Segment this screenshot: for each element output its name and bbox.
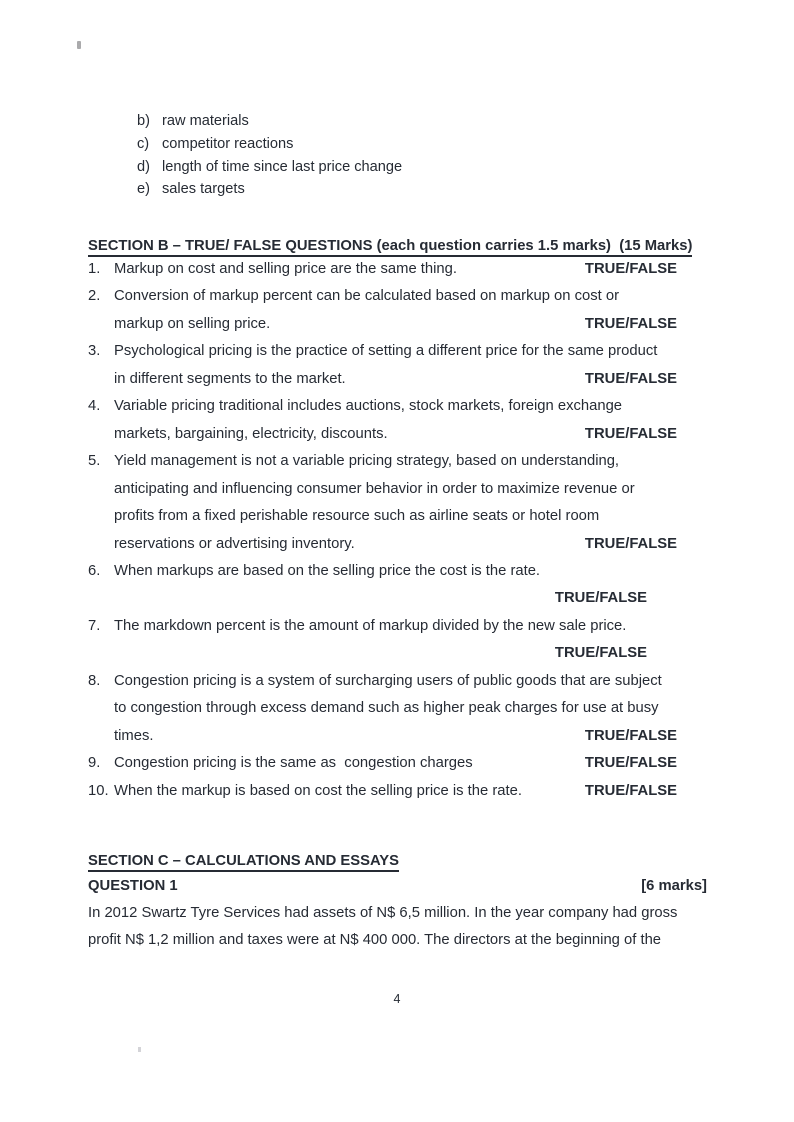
true-false-label: TRUE/FALSE	[584, 425, 677, 442]
question-line	[114, 448, 707, 475]
question-body	[114, 558, 707, 613]
question-text: markup on selling price.	[114, 315, 271, 332]
question-line	[114, 640, 707, 667]
page-number: 4	[393, 992, 401, 1006]
paragraph-line: profit N$ 1,2 million and taxes were at N$ 400 000. The directors at the beginning of the	[88, 932, 662, 949]
question-line	[114, 585, 707, 612]
question-line	[114, 311, 707, 338]
question-number: 7.	[88, 617, 101, 634]
tf-question	[88, 338, 707, 393]
question-text: Congestion pricing is a system of surcharging users of public goods that are subject	[114, 672, 662, 689]
question-body	[114, 448, 707, 558]
question-body	[114, 338, 707, 393]
question-body	[114, 393, 707, 448]
section-b-heading-text: SECTION B – TRUE/ FALSE QUESTIONS (each question carries 1.5 marks) (15 Marks)	[88, 238, 692, 257]
question-body	[114, 613, 707, 668]
question-line	[114, 668, 707, 695]
section-c-heading	[88, 851, 399, 871]
question-number: 10.	[88, 782, 109, 799]
scan-speck-icon	[77, 41, 81, 49]
tf-question	[88, 778, 707, 805]
question-body	[114, 668, 707, 750]
question-line	[114, 750, 707, 777]
question-text: times.	[114, 727, 154, 744]
list-item	[137, 110, 402, 133]
question-line	[114, 778, 707, 805]
tf-question	[88, 668, 707, 750]
tf-question	[88, 256, 707, 283]
alpha-list	[137, 110, 402, 201]
question-line	[114, 558, 707, 585]
tf-question	[88, 750, 707, 777]
tf-questions-list	[88, 256, 707, 805]
question-line	[114, 338, 707, 365]
paragraph-line: In 2012 Swartz Tyre Services had assets of N$ 6,5 million. In the year company had gross	[88, 905, 678, 921]
question-1-marks: [6 marks]	[641, 878, 707, 894]
question-text: When the markup is based on cost the selling price is the rate.	[114, 782, 522, 799]
true-false-label: TRUE/FALSE	[584, 727, 677, 744]
list-item	[137, 178, 402, 201]
list-item-letter: d)	[137, 158, 150, 175]
question-line	[114, 503, 707, 530]
question-text: in different segments to the market.	[114, 370, 346, 387]
question-text: Psychological pricing is the practice of setting a different price for the same product	[114, 343, 658, 360]
true-false-label: TRUE/FALSE	[584, 755, 677, 772]
true-false-label: TRUE/FALSE	[554, 645, 647, 662]
question-text: to congestion through excess demand such as higher peak charges for use at busy	[114, 700, 659, 717]
true-false-label: TRUE/FALSE	[584, 261, 677, 277]
question-text: anticipating and influencing consumer behavior in order to maximize revenue or	[114, 480, 635, 497]
true-false-label: TRUE/FALSE	[554, 590, 647, 607]
question-body	[114, 778, 707, 805]
section-b-heading	[88, 236, 692, 256]
list-item-letter: c)	[137, 135, 150, 152]
question-number: 3.	[88, 343, 101, 360]
question-text: profits from a fixed perishable resource such as airline seats or hotel room	[114, 508, 600, 525]
question-number: 9.	[88, 755, 101, 772]
question-number: 6.	[88, 562, 101, 579]
question-line	[114, 283, 707, 310]
question-1-paragraph	[88, 900, 738, 955]
question-line	[114, 695, 707, 722]
question-line	[114, 421, 707, 448]
question-1-title: QUESTION 1	[88, 878, 178, 894]
question-body	[114, 283, 707, 338]
question-line	[114, 723, 707, 750]
question-number: 8.	[88, 672, 101, 689]
question-text: Congestion pricing is the same as congestion charges	[114, 755, 473, 772]
tf-question	[88, 448, 707, 558]
question-text: reservations or advertising inventory.	[114, 535, 355, 552]
question-text: When markups are based on the selling price the cost is the rate.	[114, 562, 541, 579]
true-false-label: TRUE/FALSE	[584, 782, 677, 799]
question-line	[114, 613, 707, 640]
tf-question	[88, 558, 707, 613]
question-line	[114, 531, 707, 558]
question-number: 2.	[88, 288, 101, 305]
list-item-text: competitor reactions	[162, 135, 294, 152]
question-line	[114, 366, 707, 393]
list-item-text: sales targets	[162, 181, 245, 198]
question-number: 1.	[88, 261, 101, 277]
question-number: 4.	[88, 398, 101, 415]
list-item-text: raw materials	[162, 113, 249, 129]
section-c-heading-text: SECTION C – CALCULATIONS AND ESSAYS	[88, 853, 399, 872]
question-line	[114, 476, 707, 503]
scan-speck-icon	[138, 1047, 141, 1052]
list-item-text: length of time since last price change	[162, 158, 403, 175]
question-line	[114, 393, 707, 420]
tf-question	[88, 393, 707, 448]
question-text: markets, bargaining, electricity, discounts.	[114, 425, 388, 442]
question-number: 5.	[88, 453, 101, 470]
tf-question	[88, 613, 707, 668]
question-text: Conversion of markup percent can be calculated based on markup on cost or	[114, 288, 620, 305]
true-false-label: TRUE/FALSE	[584, 315, 677, 332]
question-body	[114, 750, 707, 777]
list-item-letter: b)	[137, 113, 150, 129]
question-text: Variable pricing traditional includes auctions, stock markets, foreign exchange	[114, 398, 623, 415]
question-text: The markdown percent is the amount of markup divided by the new sale price.	[114, 617, 627, 634]
list-item	[137, 156, 402, 179]
list-item	[137, 133, 402, 156]
question-line	[114, 256, 707, 283]
tf-question	[88, 283, 707, 338]
true-false-label: TRUE/FALSE	[584, 535, 677, 552]
true-false-label: TRUE/FALSE	[584, 370, 677, 387]
question-body	[114, 256, 707, 283]
question-text: Yield management is not a variable pricing strategy, based on understanding,	[114, 453, 620, 470]
question-1-header	[88, 873, 707, 900]
list-item-letter: e)	[137, 181, 150, 198]
question-text: Markup on cost and selling price are the same thing.	[114, 261, 457, 277]
